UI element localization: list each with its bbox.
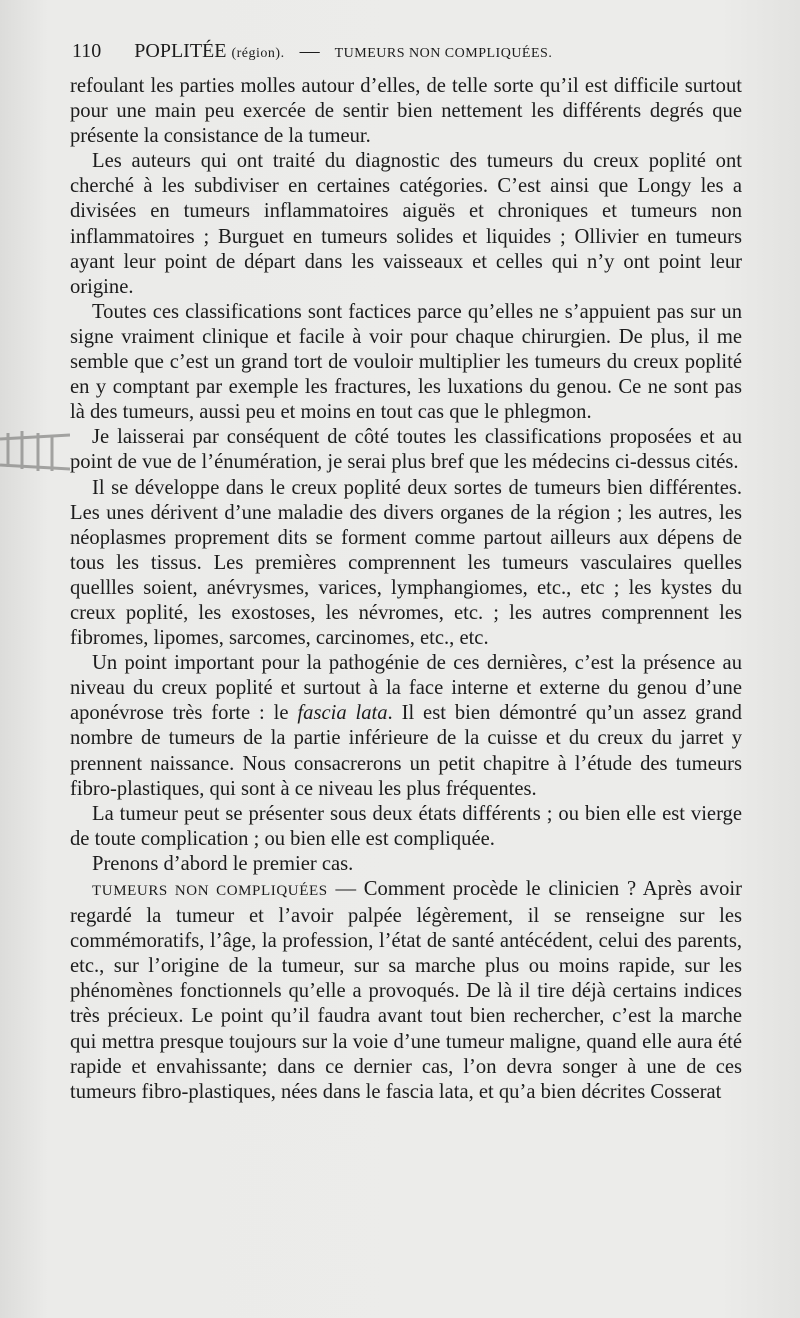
paragraph: Je laisserai par conséquent de côté toutes les classifications proposées et au point de vue de l’énumération, je serai plus bref que les médecins ci-dessus cités.: [70, 426, 742, 474]
header-region: (région).: [231, 46, 285, 61]
header-title: POPLITÉE: [134, 40, 227, 62]
page-number: 110: [72, 40, 102, 62]
bleed-through-mark: [0, 425, 70, 485]
section-heading: TUMEURS NON COMPLIQUÉES: [92, 883, 328, 899]
paragraph: La tumeur peut se présenter sous deux états différents ; ou bien elle est vierge de toute complication ; ou bien elle est compliquée.: [70, 802, 742, 850]
text-body: [70, 74, 742, 1105]
italic-term: fascia lata: [297, 702, 388, 725]
paragraph: Il se développe dans le creux poplité deux sortes de tumeurs bien différentes. Les unes dérivent d’une maladie des divers organes de la région ; les autres, les néoplasmes proprement dits se forment comme partout ailleurs aux dépens de tous les tissus. Les premières comprennent les tumeurs vasculaires quelles quellles soient, anévrysmes, varices, lymphangiomes, etc., etc ; les kystes du creux poplité, les exostoses, les névromes, etc. ; les autres comprennent les fibromes, lipomes, sarcomes, carcinomes, etc., etc.: [70, 476, 742, 650]
paragraph-text: . Il est bien démontré qu’un assez grand nombre de tumeurs de la partie inférieure de la cuisse et du creux du jarret y prennent naissance. Nous consacrerons un petit chapitre à l’étude des tumeurs fibro-plastiques, qui sont à ce niveau les plus fréquentes.: [70, 702, 742, 800]
paragraph: refoulant les parties molles autour d’elles, de telle sorte qu’il est difficile surtout pour une main peu exercée de sentir bien nettement les différents degrés que présente la consistance de la tumeur.: [70, 75, 742, 148]
paragraph-text: — Comment procède le clinicien ? Après avoir regardé la tumeur et l’avoir palpée légèrement, il se renseigne sur les commémoratifs, l’âge, la profession, l’état de santé antécédent, celui des parents, etc., sur l’origine de la tumeur, sur sa marche plus ou moins rapide, sur les phénomènes fonctionnels qu’elle a provoqués. De là il tire déjà certains indices très précieux. Le point qu’il faudra avant tout bien rechercher, c’est la marche qui mettra presque toujours sur la voie d’une tumeur maligne, quand elle aura été rapide et envahissante; dans ce dernier cas, l’on devra songer à une de ces tumeurs fibro-plastiques, nées dans le fascia lata, et qu’a bien décrites Cosserat: [70, 878, 742, 1103]
paragraph: Prenons d’abord le premier cas.: [92, 852, 354, 875]
running-header: [72, 40, 752, 70]
paragraph: Les auteurs qui ont traité du diagnostic des tumeurs du creux poplité ont cherché à les subdiviser en certaines catégories. C’est ainsi que Longy les a divisées en tumeurs inflammatoires aiguës et chroniques et tumeurs non inflammatoires ; Burguet en tumeurs solides et liquides ; Ollivier en tumeurs ayant leur point de départ dans les vaisseaux et celles qui n’y ont point leur origine.: [70, 150, 742, 298]
header-running-head: TUMEURS NON COMPLIQUÉES.: [334, 46, 553, 61]
paragraph-text: Un point important pour la pathogénie de ces dernières, c’est la présence au niveau du creux poplité et surtout à la face interne et externe du genou d’une aponévrose très forte : le: [70, 652, 742, 725]
paragraph-fascia-lata: [70, 651, 742, 802]
paragraph: Toutes ces classifications sont factices parce qu’elles ne s’appuient pas sur un signe vraiment clinique et facile à voir pour chaque chirurgien. De plus, il me semble que c’est un grand tort de vouloir multiplier les tumeurs du creux poplité en y comptant par exemple les fractures, les luxations du genou. Ce ne sont pas là des tumeurs, aussi peu et moins en tout cas que le phlegmon.: [70, 300, 742, 424]
header-dash: —: [299, 40, 320, 62]
paragraph-section-start: [70, 877, 742, 1105]
